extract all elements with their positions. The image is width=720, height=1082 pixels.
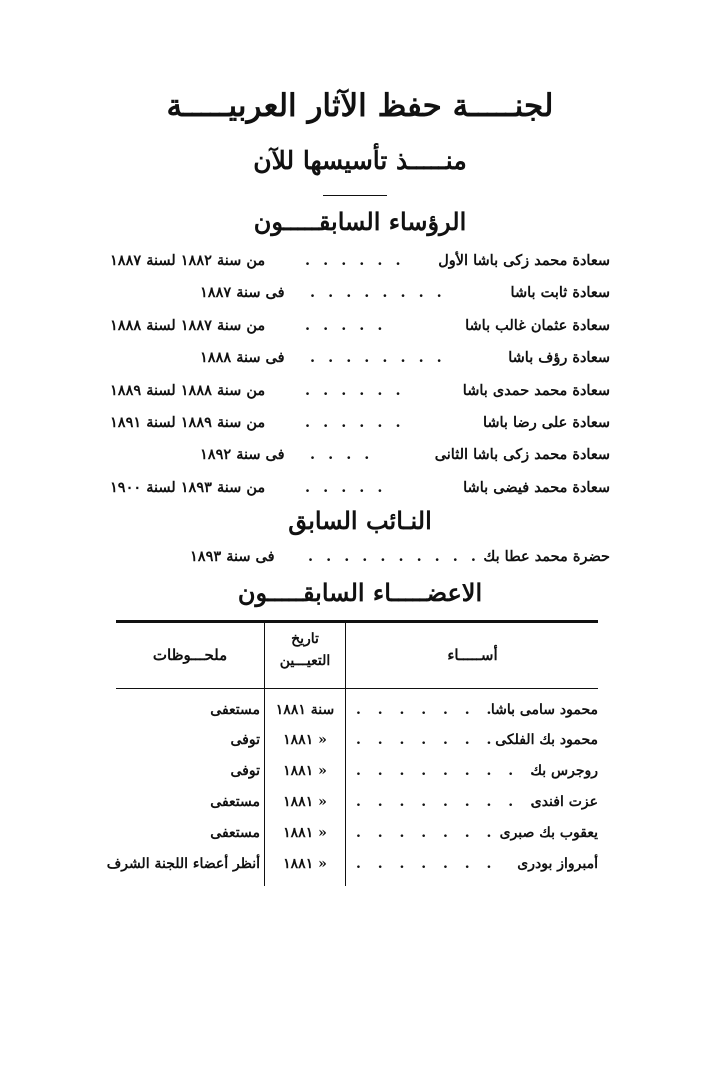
- leader-dots: . . . . . . . . . .: [308, 548, 480, 565]
- list-item: [110, 410, 610, 442]
- member-note: مستعفى: [210, 702, 260, 718]
- list-item: [110, 378, 610, 410]
- table-header-rule: [116, 688, 598, 689]
- member-note: مستعفى: [210, 825, 260, 841]
- president-name: سعادة محمد زكى باشا الأول: [438, 252, 610, 269]
- president-period: من سنة ١٨٨٨ لسنة ١٨٨٩: [110, 381, 266, 399]
- member-date: « ١٨٨١: [283, 825, 327, 841]
- deputy-period: فى سنة ١٨٩٣: [190, 548, 275, 565]
- president-period: من سنة ١٨٨٩ لسنة ١٨٩١: [110, 413, 266, 431]
- list-item: [110, 280, 610, 312]
- president-period: فى سنة ١٨٨٨: [200, 349, 285, 367]
- leader-dots: . . . . . . . .: [310, 349, 446, 367]
- member-name: عزت افندى: [530, 794, 598, 810]
- member-date: « ١٨٨١: [283, 732, 327, 748]
- column-header-notes: ملحـــوظات: [152, 646, 228, 664]
- member-name: محمود سامى باشا: [490, 702, 598, 718]
- deputy-row: [190, 546, 610, 576]
- table-row: [116, 825, 598, 857]
- leader-dots: . . . . . . .: [356, 856, 498, 872]
- leader-dots: . . . . . .: [305, 381, 405, 399]
- page-subtitle: منـــــذ تأسيسها للآن: [253, 146, 467, 175]
- president-period: من سنة ١٨٩٣ لسنة ١٩٠٠: [110, 478, 266, 496]
- list-item: [110, 345, 610, 377]
- president-period: من سنة ١٨٨٧ لسنة ١٨٨٨: [110, 316, 266, 334]
- leader-dots: . . . . . . .: [356, 732, 498, 748]
- list-item: [110, 313, 610, 345]
- leader-dots: . . . . . .: [305, 252, 405, 269]
- president-name: سعادة على رضا باشا: [482, 413, 610, 431]
- deputy-name: حضرة محمد عطا بك: [483, 548, 610, 565]
- leader-dots: . . . . .: [305, 478, 387, 496]
- leader-dots: . . . . . . . .: [356, 702, 520, 718]
- page-title: لجنـــــة حفظ الآثار العربيـــــة: [166, 88, 554, 124]
- column-header-date: تاريخ التعيـــين: [279, 631, 331, 669]
- president-period: من سنة ١٨٨٢ لسنة ١٨٨٧: [110, 252, 266, 269]
- deputy-heading: النـائب السابق: [288, 506, 432, 535]
- presidents-heading: الرؤساء السابقـــــون: [253, 207, 467, 236]
- member-name: محمود بك الفلكى: [495, 732, 598, 748]
- leader-dots: . . . . . . .: [356, 825, 498, 841]
- member-note: توفى: [230, 732, 260, 748]
- member-date: « ١٨٨١: [283, 794, 327, 810]
- list-item: [110, 248, 610, 280]
- president-period: فى سنة ١٨٩٢: [200, 446, 285, 464]
- president-name: سعادة رؤف باشا: [508, 349, 610, 367]
- president-name: سعادة ثابت باشا: [510, 284, 610, 302]
- table-top-rule: [116, 620, 598, 623]
- president-period: فى سنة ١٨٨٧: [200, 284, 285, 302]
- leader-dots: . . . .: [310, 446, 374, 464]
- table-row: [116, 732, 598, 764]
- member-date: « ١٨٨١: [283, 856, 327, 872]
- member-name: يعقوب بك صبرى: [499, 825, 598, 841]
- member-note: أنظر أعضاء اللجنة الشرف: [106, 856, 260, 872]
- leader-dots: . . . . . .: [305, 413, 405, 431]
- member-date: « ١٨٨١: [283, 763, 327, 779]
- table-row: [116, 794, 598, 826]
- leader-dots: . . . . . . . . .: [356, 763, 541, 779]
- table-row: [106, 856, 598, 888]
- member-name: روجرس بك: [530, 763, 598, 779]
- leader-dots: . . . . . . . . .: [356, 794, 541, 810]
- list-item: [110, 442, 610, 474]
- member-date: سنة ١٨٨١: [275, 702, 335, 718]
- title-divider: [323, 195, 387, 196]
- presidents-list: [110, 248, 610, 507]
- leader-dots: . . . . . . . .: [310, 284, 446, 302]
- table-row: [116, 702, 598, 734]
- member-note: مستعفى: [210, 794, 260, 810]
- table-row: [116, 763, 598, 795]
- list-item: [110, 475, 610, 507]
- members-table: [106, 620, 598, 886]
- member-note: توفى: [230, 763, 260, 779]
- column-header-names: أســـــاء: [447, 646, 498, 664]
- president-name: سعادة محمد فيضى باشا: [463, 478, 610, 496]
- leader-dots: . . . . .: [305, 316, 387, 334]
- members-heading: الاعضـــــاء السابقـــــون: [237, 578, 483, 607]
- president-name: سعادة محمد زكى باشا الثانى: [434, 446, 610, 464]
- member-name: أمبرواز بودرى: [517, 856, 598, 872]
- president-name: سعادة عثمان غالب باشا: [465, 316, 610, 334]
- president-name: سعادة محمد حمدى باشا: [462, 381, 610, 399]
